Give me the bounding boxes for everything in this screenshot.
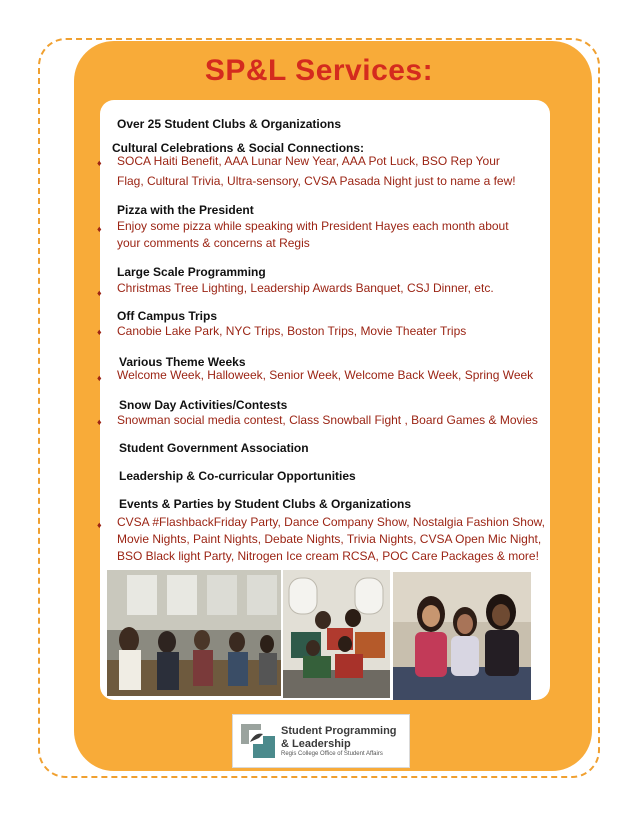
heading-sga: Student Government Association	[119, 441, 309, 455]
theme-weeks-line-1: Welcome Week, Halloweek, Senior Week, Welcome Back Week, Spring Week	[117, 368, 534, 382]
heading-cultural: Cultural Celebrations & Social Connections:	[112, 141, 365, 155]
off-campus-line-1: Canobie Lake Park, NYC Trips, Boston Trips, Movie Theater Trips	[117, 324, 467, 338]
events-line-1: CVSA #FlashbackFriday Party, Dance Company Show, Nostalgia Fashion Show,	[117, 515, 545, 529]
bullet-icon: ♦	[97, 288, 102, 298]
pizza-line-2: your comments & concerns at Regis	[117, 236, 310, 250]
bullet-icon: ♦	[97, 520, 102, 530]
logo-line-1: Student Programming	[281, 725, 397, 737]
logo-line-3: Regis College Office of Student Affairs	[281, 751, 383, 757]
bullet-icon: ♦	[97, 417, 102, 427]
bullet-icon: ♦	[97, 327, 102, 337]
bullet-icon: ♦	[97, 158, 102, 168]
heading-theme-weeks: Various Theme Weeks	[119, 355, 246, 369]
heading-clubs: Over 25 Student Clubs & Organizations	[117, 117, 342, 131]
heading-events: Events & Parties by Student Clubs & Organizations	[119, 497, 412, 511]
cultural-line-1: SOCA Haiti Benefit, AAA Lunar New Year, AAA Pot Luck, BSO Rep Your	[117, 154, 500, 168]
bullet-icon: ♦	[97, 373, 102, 383]
heading-snow-day: Snow Day Activities/Contests	[119, 398, 288, 412]
spl-logo-mark-icon	[241, 724, 275, 758]
cultural-line-2: Flag, Cultural Trivia, Ultra-sensory, CVSA Pasada Night just to name a few!	[117, 174, 516, 188]
pizza-line-1: Enjoy some pizza while speaking with President Hayes each month about	[117, 219, 509, 233]
bullet-icon: ♦	[97, 224, 102, 234]
spl-logo	[232, 714, 410, 768]
photo-students-group	[393, 572, 531, 700]
photo-indoor-event	[107, 570, 281, 696]
heading-off-campus: Off Campus Trips	[117, 309, 218, 323]
page-title: SP&L Services:	[204, 54, 434, 87]
heading-leadership: Leadership & Co-curricular Opportunities	[119, 469, 356, 483]
events-line-3: BSO Black light Party, Nitrogen Ice cream RCSA, POC Care Packages & more!	[117, 549, 539, 563]
logo-line-2: & Leadership	[281, 738, 351, 750]
large-scale-line-1: Christmas Tree Lighting, Leadership Awards Banquet, CSJ Dinner, etc.	[117, 281, 494, 295]
heading-large-scale: Large Scale Programming	[117, 265, 266, 279]
events-line-2: Movie Nights, Paint Nights, Debate Nights, Trivia Nights, CVSA Open Mic Night,	[117, 532, 542, 546]
photo-paint-night	[283, 570, 390, 698]
snow-day-line-1: Snowman social media contest, Class Snowball Fight , Board Games & Movies	[117, 413, 538, 427]
heading-pizza: Pizza with the President	[117, 203, 254, 217]
